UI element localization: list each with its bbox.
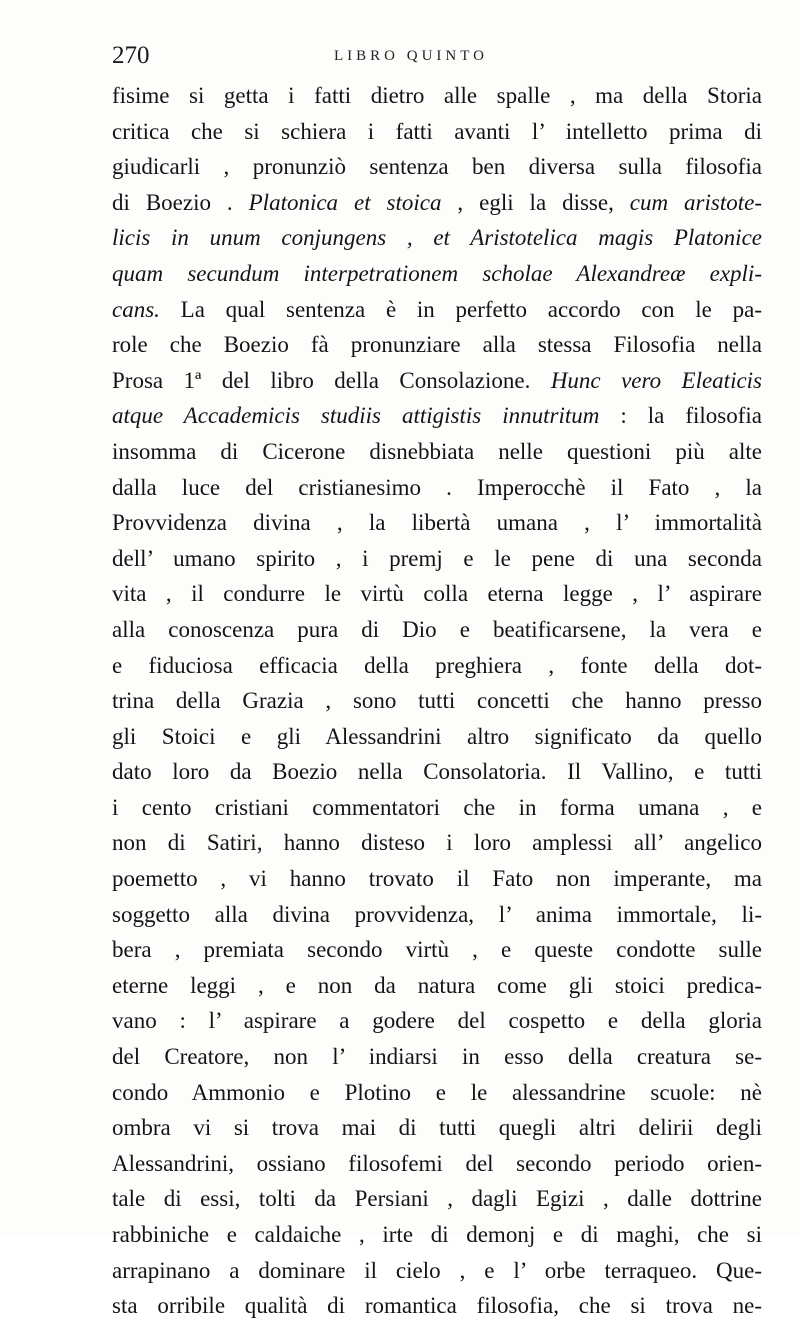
text-segment: gli Stoici e gli Alessandrini altro significato da quello [112, 723, 762, 749]
italic-text-segment: quam secundum interpetrationem scholae Alexandreæ expli- [112, 260, 762, 286]
text-line [112, 683, 762, 719]
text-line [112, 327, 762, 363]
italic-text-segment: cum aristote- [629, 189, 762, 215]
text-segment: dalla luce del cristianesimo . Imperocchè il Fato , la [112, 474, 762, 500]
text-segment: rabbiniche e caldaiche , irte di demonj e di maghi, che si [112, 1222, 762, 1247]
text-segment: del Creatore, non l’ indiarsi in esso della creatura se- [112, 1044, 762, 1070]
text-segment: Provvidenza divina , la libertà umana , l’ immortalità [112, 510, 762, 536]
text-segment: : la filosofia [599, 403, 762, 429]
text-segment: tale di essi, tolti da Persiani , dagli Egizi , dalle dottrine [112, 1186, 762, 1212]
body-text [112, 78, 762, 1324]
text-line [112, 363, 762, 399]
text-line [112, 790, 762, 826]
text-segment: i cento cristiani commentatori che in forma umana , e [112, 794, 762, 820]
text-segment: soggetto alla divina provvidenza, l’ anima immortale, li- [112, 901, 762, 927]
page-header [112, 42, 762, 72]
text-line [112, 1003, 762, 1039]
page-number: 270 [112, 42, 150, 69]
text-segment: dato loro da Boezio nella Consolatoria. Il Vallino, e tutti [112, 759, 762, 785]
text-line [112, 1288, 762, 1324]
text-segment: condo Ammonio e Plotino e le alessandrine scuole: nè [112, 1079, 762, 1105]
text-segment: ombra vi si trova mai di tutti quegli altri delirii degli [112, 1115, 762, 1141]
text-line [112, 541, 762, 577]
text-segment: di Boezio . [112, 189, 249, 215]
text-line [112, 897, 762, 933]
text-segment: Prosa 1ª del libro della Consolazione. [112, 367, 551, 393]
running-head: LIBRO QUINTO [334, 48, 488, 64]
text-segment: e fiduciosa efficacia della preghiera , fonte della dot- [112, 652, 762, 678]
text-line [112, 861, 762, 897]
italic-text-segment: Platonica et stoica [248, 189, 442, 215]
text-segment: role che Boezio fà pronunziare alla stessa Filosofia nella [112, 332, 762, 358]
text-segment: insomma di Cicerone disnebbiata nelle questioni più alte [112, 438, 762, 464]
text-segment: vano : l’ aspirare a godere del cospetto e della gloria [112, 1008, 762, 1034]
text-line [112, 719, 762, 755]
text-line [112, 256, 762, 292]
text-line [112, 968, 762, 1004]
text-line [112, 648, 762, 684]
text-segment: fisime si getta i fatti dietro alle spalle , ma della Storia [112, 83, 762, 108]
text-segment: , egli la disse, [441, 189, 630, 215]
text-line [112, 1039, 762, 1075]
text-segment: vita , il condurre le virtù colla eterna legge , l’ aspirare [112, 581, 762, 607]
text-line [112, 576, 762, 612]
text-segment: dell’ umano spirito , i premj e le pene di una seconda [112, 545, 762, 571]
text-line [112, 1110, 762, 1146]
text-segment: critica che si schiera i fatti avanti l’ intelletto prima di [112, 118, 762, 144]
text-segment: La qual sentenza è in perfetto accordo con le pa- [159, 296, 762, 322]
text-segment: poemetto , vi hanno trovato il Fato non imperante, ma [112, 866, 762, 892]
text-segment: giudicarli , pronunziò sentenza ben diversa sulla filosofia [112, 154, 762, 180]
text-line [112, 612, 762, 648]
text-line [112, 185, 762, 221]
text-line [112, 754, 762, 790]
text-segment: non di Satiri, hanno disteso i loro amplessi all’ angelico [112, 830, 762, 856]
text-segment: Alessandrini, ossiano filosofemi del secondo periodo orien- [112, 1150, 762, 1176]
text-segment: arrapinano a dominare il cielo , e l’ orbe terraqueo. Que- [112, 1257, 762, 1283]
italic-text-segment: cans. [112, 296, 160, 322]
text-segment: sta orribile qualità di romantica filosofia, che si trova ne- [112, 1293, 762, 1319]
text-segment: bera , premiata secondo virtù , e queste condotte sulle [112, 937, 762, 963]
text-line [112, 78, 762, 114]
text-line [112, 434, 762, 470]
italic-text-segment: atque Accademicis studiis attigistis innutritum [112, 403, 600, 429]
text-line [112, 1253, 762, 1289]
text-line [112, 114, 762, 150]
text-segment: trina della Grazia , sono tutti concetti che hanno presso [112, 688, 762, 714]
italic-text-segment: licis in unum conjungens , et Aristotelica magis Platonice [112, 225, 762, 251]
text-segment: alla conoscenza pura di Dio e beatificarsene, la vera e [112, 616, 762, 642]
italic-text-segment: Hunc vero Eleaticis [550, 367, 762, 393]
text-line [112, 1181, 762, 1217]
text-line [112, 505, 762, 541]
text-line [112, 149, 762, 185]
text-line [112, 1075, 762, 1111]
text-line [112, 292, 762, 328]
text-line [112, 398, 762, 434]
text-line [112, 932, 762, 968]
text-line [112, 220, 762, 256]
text-line [112, 1146, 762, 1182]
text-line [112, 825, 762, 861]
text-line [112, 470, 762, 506]
text-segment: eterne leggi , e non da natura come gli stoici predica- [112, 972, 762, 998]
